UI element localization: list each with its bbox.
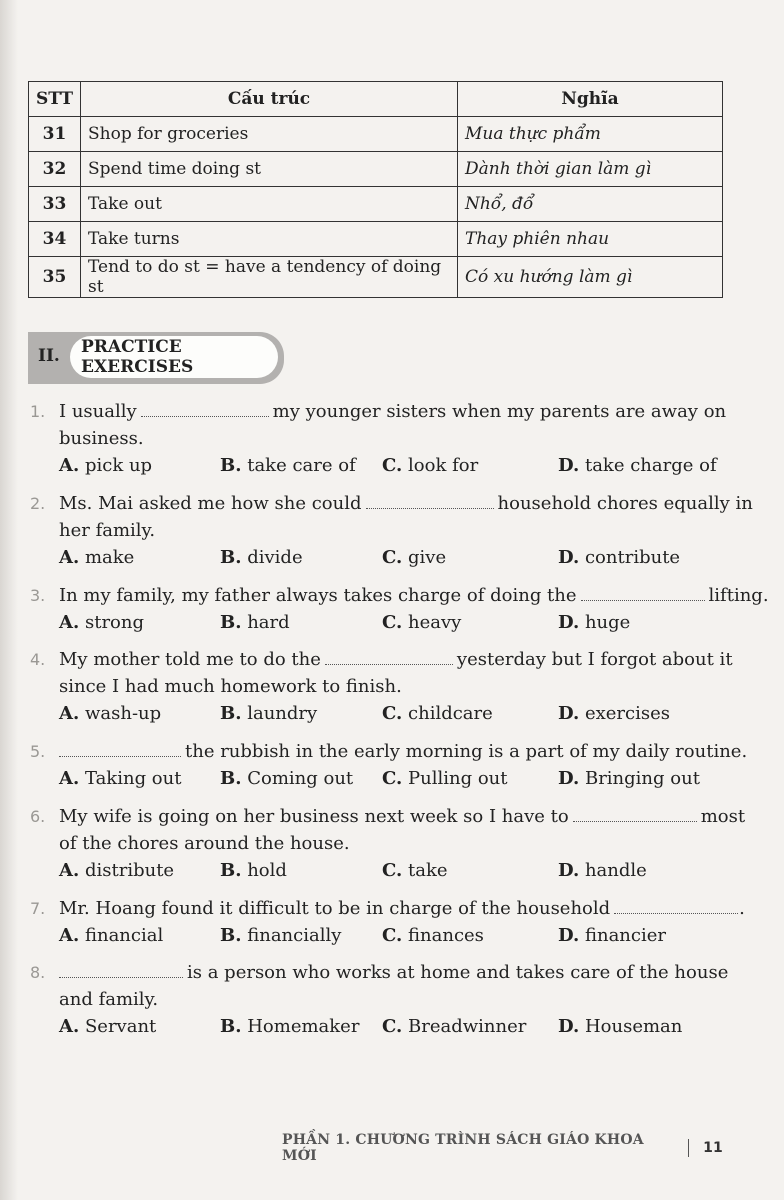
question-4 (30, 649, 733, 731)
table-row (29, 187, 723, 222)
option-c: C. give (382, 547, 447, 568)
question-text-before: I usually (59, 401, 137, 422)
footer-divider (688, 1139, 689, 1157)
question-text-after: yesterday but I forgot about it (456, 649, 733, 670)
option-d: D. take charge of (558, 455, 717, 476)
header-structure: Cấu trúc (80, 82, 457, 117)
option-d: D. huge (558, 612, 631, 633)
option-d: D. financier (558, 925, 666, 946)
question-text-after: . (739, 898, 745, 919)
option-c: C. childcare (382, 703, 493, 724)
row-stt: 34 (29, 222, 81, 257)
question-text-after: my younger sisters when my parents are away on (272, 401, 727, 422)
option-a: A. Servant (59, 1016, 157, 1037)
options-row (30, 455, 724, 483)
options-row (30, 768, 724, 796)
question-text-before: Mr. Hoang found it difficult to be in charge of the household (59, 898, 611, 919)
table-row (29, 222, 723, 257)
option-d: D. Bringing out (558, 768, 700, 789)
question-text-after: household chores equally in (497, 493, 753, 514)
row-meaning: Mua thực phẩm (457, 117, 722, 152)
question-number: 6. (30, 807, 46, 826)
question-text-continued: and family. (59, 989, 159, 1010)
answer-blank (581, 587, 705, 601)
row-meaning: Nhổ, đổ (457, 187, 722, 222)
options-row (30, 1016, 724, 1044)
row-stt: 33 (29, 187, 81, 222)
option-c: C. look for (382, 455, 479, 476)
answer-blank (366, 495, 494, 509)
question-3 (30, 585, 769, 640)
option-b: B. financially (220, 925, 342, 946)
options-row (30, 612, 724, 640)
page-footer (282, 1132, 723, 1164)
table-row (29, 152, 723, 187)
answer-blank (141, 403, 269, 417)
section-number: II. (38, 346, 60, 366)
question-number: 7. (30, 899, 46, 918)
question-5 (30, 741, 748, 796)
options-row (30, 703, 724, 731)
option-a: A. distribute (59, 860, 175, 881)
row-structure: Spend time doing st (80, 152, 457, 187)
question-text-after: most (700, 806, 746, 827)
header-meaning: Nghĩa (457, 82, 722, 117)
header-stt: STT (29, 82, 81, 117)
option-d: D. contribute (558, 547, 681, 568)
page-number: 11 (703, 1140, 723, 1156)
row-stt: 31 (29, 117, 81, 152)
option-b: B. divide (220, 547, 303, 568)
section-title: PRACTICE EXERCISES (70, 336, 278, 378)
option-c: C. Breadwinner (382, 1016, 527, 1037)
row-meaning: Dành thời gian làm gì (457, 152, 722, 187)
section-heading (28, 332, 284, 384)
option-c: C. heavy (382, 612, 462, 633)
question-text-before: My wife is going on her business next week so I have to (59, 806, 569, 827)
question-text-before: In my family, my father always takes charge of doing the (59, 585, 577, 606)
question-text-before: My mother told me to do the (59, 649, 321, 670)
question-number: 5. (30, 742, 46, 761)
answer-blank (325, 651, 453, 665)
option-a: A. wash-up (59, 703, 162, 724)
row-structure: Tend to do st = have a tendency of doing st (80, 257, 457, 298)
question-number: 1. (30, 402, 46, 421)
question-6 (30, 806, 746, 888)
answer-blank (59, 964, 183, 978)
option-d: D. Houseman (558, 1016, 683, 1037)
answer-blank (59, 743, 181, 757)
row-structure: Shop for groceries (80, 117, 457, 152)
question-1 (30, 401, 727, 483)
question-text-after: is a person who works at home and takes care of the house (187, 962, 729, 983)
question-number: 4. (30, 650, 46, 669)
question-number: 3. (30, 586, 46, 605)
row-meaning: Có xu hướng làm gì (457, 257, 722, 298)
option-d: D. handle (558, 860, 647, 881)
option-a: A. financial (59, 925, 164, 946)
option-c: C. take (382, 860, 448, 881)
vocabulary-table (28, 81, 723, 298)
options-row (30, 925, 724, 953)
page-binding-shadow (0, 0, 18, 1200)
option-a: A. Taking out (59, 768, 182, 789)
question-7 (30, 898, 745, 953)
question-8 (30, 962, 729, 1044)
option-b: B. hold (220, 860, 287, 881)
footer-section-title: PHẦN 1. CHƯƠNG TRÌNH SÁCH GIÁO KHOA MỚI (282, 1132, 644, 1164)
row-stt: 35 (29, 257, 81, 298)
question-text-after: lifting. (708, 585, 769, 606)
option-d: D. exercises (558, 703, 670, 724)
answer-blank (614, 900, 738, 914)
row-structure: Take turns (80, 222, 457, 257)
question-text-continued: her family. (59, 520, 156, 541)
option-a: A. strong (59, 612, 144, 633)
question-text-continued: since I had much homework to finish. (59, 676, 402, 697)
row-meaning: Thay phiên nhau (457, 222, 722, 257)
option-b: B. laundry (220, 703, 318, 724)
question-text-before: Ms. Mai asked me how she could (59, 493, 362, 514)
option-b: B. Homemaker (220, 1016, 360, 1037)
table-row (29, 117, 723, 152)
option-b: B. take care of (220, 455, 356, 476)
option-b: B. Coming out (220, 768, 354, 789)
question-text-after: the rubbish in the early morning is a part of my daily routine. (185, 741, 748, 762)
option-a: A. make (59, 547, 135, 568)
option-c: C. Pulling out (382, 768, 508, 789)
option-a: A. pick up (59, 455, 153, 476)
row-stt: 32 (29, 152, 81, 187)
table-header-row (29, 82, 723, 117)
question-2 (30, 493, 753, 575)
row-structure: Take out (80, 187, 457, 222)
option-c: C. finances (382, 925, 484, 946)
question-text-continued: of the chores around the house. (59, 833, 350, 854)
table-row (29, 257, 723, 298)
question-number: 2. (30, 494, 46, 513)
options-row (30, 547, 724, 575)
answer-blank (573, 808, 697, 822)
options-row (30, 860, 724, 888)
question-text-continued: business. (59, 428, 144, 449)
option-b: B. hard (220, 612, 290, 633)
question-number: 8. (30, 963, 46, 982)
